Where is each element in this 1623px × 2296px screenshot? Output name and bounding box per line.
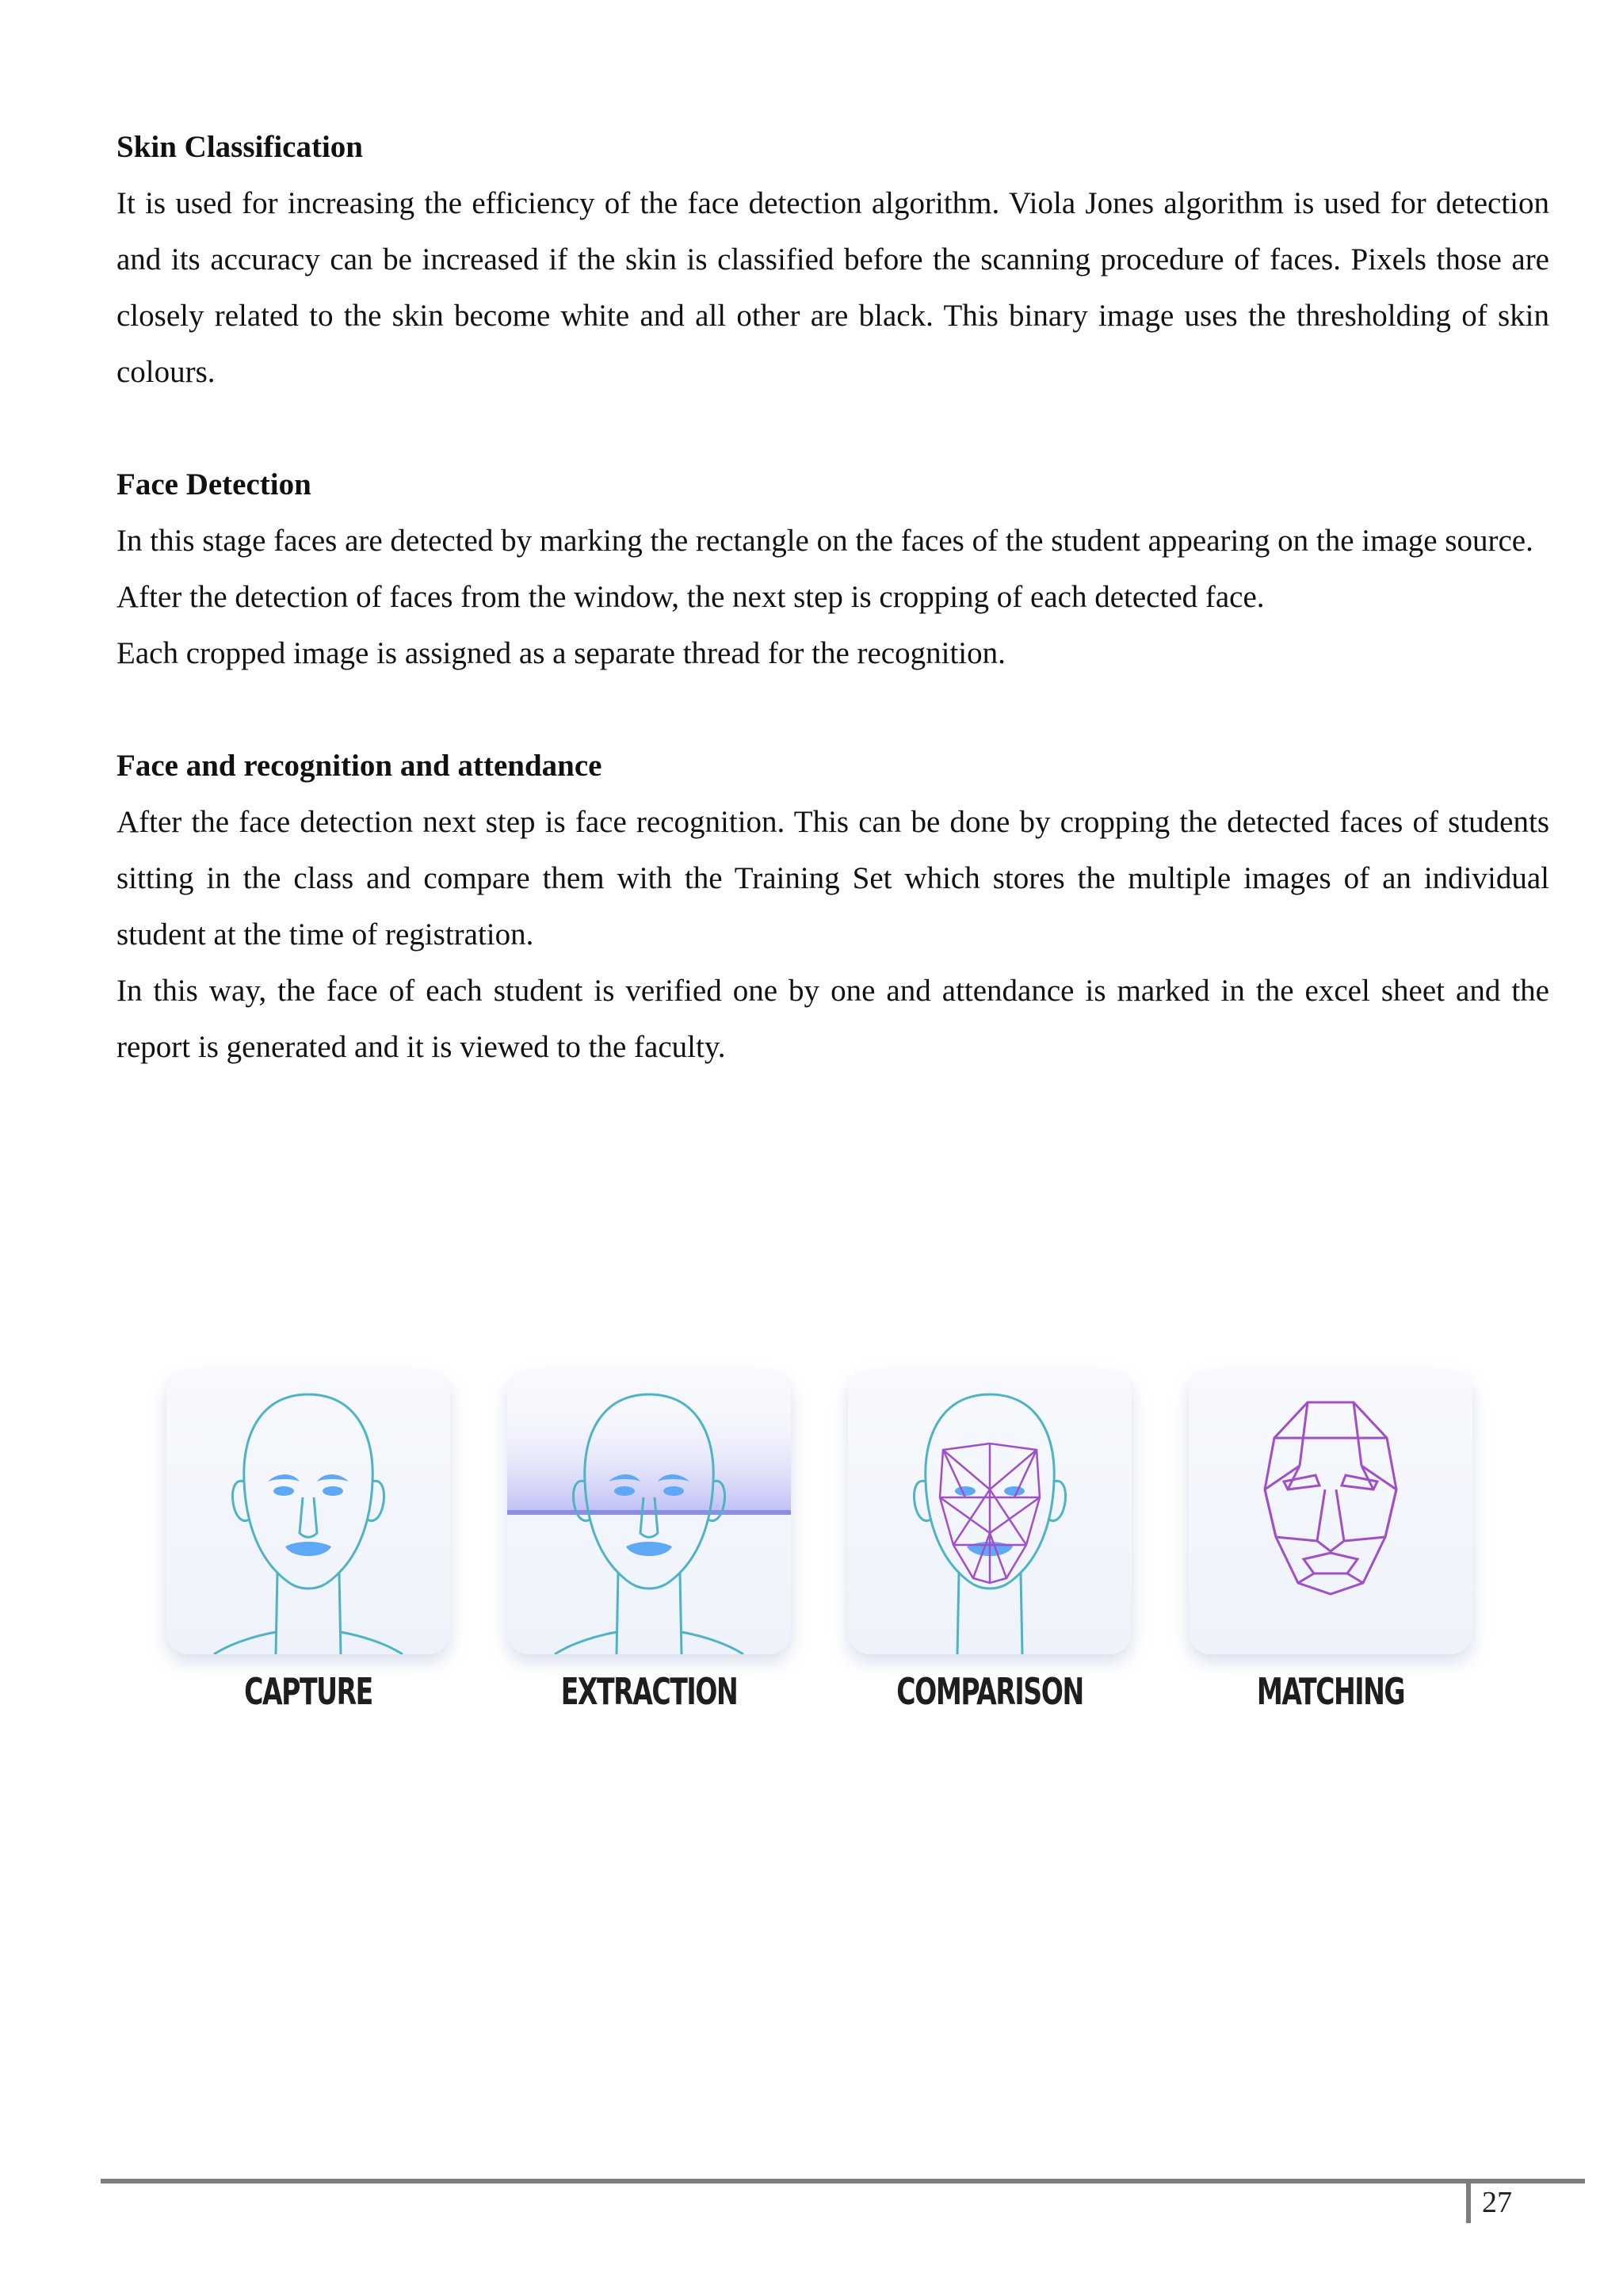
- face-outline-icon: [166, 1371, 450, 1654]
- face-recognition-steps-figure: [166, 1371, 1474, 1743]
- body-text: [116, 119, 1549, 1075]
- footer-rule: [101, 2179, 1585, 2183]
- paragraph: It is used for increasing the efficiency of the face detection algorithm. Viola Jones algorithm is used for detection and its accuracy can be increased if the skin is classified before the scanning procedure of faces. Pixels those are closely related to the skin become white and all other are black. This binary image uses the thresholding of skin colours.: [116, 186, 1549, 389]
- face-mesh-icon: [848, 1371, 1132, 1654]
- paragraph: In this stage faces are detected by marking the rectangle on the faces of the student appearing on the image source.: [116, 524, 1533, 558]
- step-card-capture: [166, 1371, 450, 1654]
- section-heading-skin-classification: Skin Classification: [116, 130, 363, 164]
- paragraph: After the face detection next step is face recognition. This can be done by cropping the detected faces of students sitting in the class and compare them with the Training Set which stores the multiple images of an individual student at the time of registration.: [116, 805, 1549, 952]
- step-label-comparison: COMPARISON: [896, 1670, 1083, 1713]
- step-card-extraction: [507, 1371, 791, 1654]
- face-wireframe-icon: [1189, 1371, 1472, 1654]
- paragraph: After the detection of faces from the window, the next step is cropping of each detected face.: [116, 580, 1265, 614]
- face-scan-icon: [507, 1371, 791, 1654]
- paragraph: Each cropped image is assigned as a separate thread for the recognition.: [116, 636, 1006, 670]
- page-number: 27: [1482, 2186, 1512, 2219]
- step-label-extraction: EXTRACTION: [560, 1670, 738, 1713]
- step-label-capture: CAPTURE: [244, 1670, 372, 1713]
- page-number-marker: [1466, 2183, 1471, 2223]
- step-card-comparison: [848, 1371, 1132, 1654]
- section-heading-face-detection: Face Detection: [116, 467, 311, 502]
- paragraph: In this way, the face of each student is verified one by one and attendance is marked in the excel sheet and the report is generated and it is viewed to the faculty.: [116, 974, 1549, 1064]
- step-label-matching: MATCHING: [1256, 1670, 1405, 1713]
- section-heading-face-recognition-attendance: Face and recognition and attendance: [116, 749, 602, 783]
- step-card-matching: [1189, 1371, 1472, 1654]
